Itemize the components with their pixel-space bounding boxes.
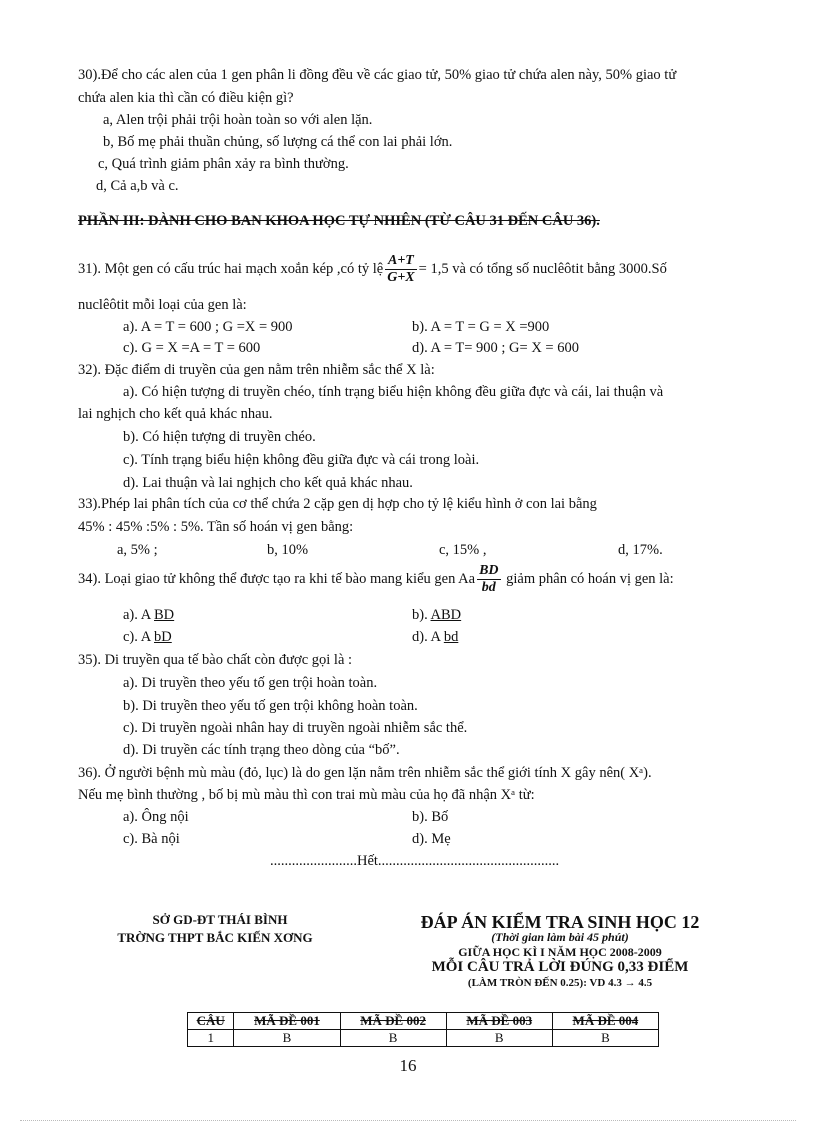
answer-key-score: MỖI CÂU TRẢ LỜI ĐÚNG 0,33 ĐIỂM xyxy=(431,959,689,975)
q31-option-c: c). G = X =A = T = 600 xyxy=(123,340,261,356)
q33-option-b: b, 10% xyxy=(267,542,309,558)
q31-stem-post: = 1,5 và có tổng số nuclêôtit bằng 3000.Số xyxy=(418,261,667,277)
part3-heading xyxy=(78,212,600,230)
q31-ratio-fraction xyxy=(385,253,416,286)
header-code-004: MÃ ĐỀ 004 xyxy=(552,1013,658,1030)
q33-stem-line1: 33).Phép lai phân tích của cơ thể chứa 2 cặp gen dị hợp cho tỷ lệ kiểu hình ở con lai bằng xyxy=(78,496,597,512)
header-code-002: MÃ ĐỀ 002 xyxy=(340,1013,446,1030)
header-code-001: MÃ ĐỀ 001 xyxy=(234,1013,340,1030)
q31-stem-line2: nuclêôtit mỗi loại của gen là: xyxy=(78,297,247,313)
row-answer-004: B xyxy=(552,1030,658,1047)
row-answer-002: B xyxy=(340,1030,446,1047)
answer-table-header xyxy=(188,1013,659,1030)
q36-option-a: a). Ông nội xyxy=(123,809,189,825)
q35-option-b: b). Di truyền theo yếu tố gen trội không hoàn toàn. xyxy=(123,698,418,714)
q34-option-b-prefix: b). xyxy=(412,607,431,623)
q34-option-d-prefix: d). A xyxy=(412,629,444,645)
q34-stem-pre: 34). Loại giao tử không thể được tạo ra khi tế bào mang kiểu gen Aa xyxy=(78,571,476,587)
q34-option-b xyxy=(412,606,461,624)
q36-stem-line1: 36). Ở người bệnh mù màu (đỏ, lục) là do gen lặn nằm trên nhiễm sắc thể giới tính X gây nên( Xᵃ). xyxy=(78,765,652,781)
row-question-number: 1 xyxy=(188,1030,234,1047)
q35-option-a: a). Di truyền theo yếu tố gen trội hoàn toàn. xyxy=(123,675,378,691)
q31-fraction-denominator: G+X xyxy=(387,270,415,286)
q33-option-c: c, 15% , xyxy=(439,542,487,558)
row-answer-003: B xyxy=(446,1030,552,1047)
part3-label: PHẦN III xyxy=(78,213,140,229)
q34-option-a-prefix: a). A xyxy=(123,607,155,623)
part3-rest: : DÀNH CHO BAN KHOA HỌC TỰ NHIÊN (TỪ CÂU 31 ĐẾN CÂU 36). xyxy=(139,213,600,229)
q30-stem-line1: 30).Để cho các alen của 1 gen phân li đồng đều về các giao tử, 50% giao tử chứa alen này, 50% giao tử xyxy=(78,67,677,83)
table-row xyxy=(188,1030,659,1047)
q34-fraction-numerator: BD xyxy=(479,563,499,579)
q30-option-c: c, Quá trình giảm phân xảy ra bình thường. xyxy=(98,156,349,172)
answer-table xyxy=(187,1012,659,1047)
q31-fraction-numerator: A+T xyxy=(385,253,416,270)
q32-option-a-line1: a). Có hiện tượng di truyền chéo, tính trạng biểu hiện không đều giữa đực và cái, lai thuận và xyxy=(123,384,664,400)
q32-option-c: c). Tính trạng biểu hiện không đều giữa đực và cái trong loài. xyxy=(123,452,480,468)
q35-stem: 35). Di truyền qua tế bào chất còn được gọi là : xyxy=(78,652,353,668)
q33-stem-line2: 45% : 45% :5% : 5%. Tần số hoán vị gen bằng: xyxy=(78,519,354,535)
q35-option-c: c). Di truyền ngoài nhân hay di truyền ngoài nhiễm sắc thể. xyxy=(123,720,468,736)
q31-option-a: a). A = T = 600 ; G =X = 900 xyxy=(123,319,293,335)
end-marker: ........................Hết.................................................. xyxy=(270,853,560,869)
q30-option-b: b, Bố mẹ phải thuần chủng, số lượng cá thể con lai phải lớn. xyxy=(103,134,453,150)
q34-option-c xyxy=(123,628,172,646)
q31-stem-pre: 31). Một gen có cấu trúc hai mạch xoắn kép ,có tỷ lệ xyxy=(78,261,384,277)
q31-option-b: b). A = T = G = X =900 xyxy=(412,319,550,335)
rounding-text: (LÀM TRÒN ĐẾN 0.25): VD 4.3 xyxy=(467,977,622,989)
q34-option-b-gamete: ABD xyxy=(430,607,462,623)
q33-option-d: d, 17%. xyxy=(618,542,663,558)
header-cau: CÂU xyxy=(188,1013,234,1030)
school-name: TRỜNG THPT BẮC KIẾN XƠNG xyxy=(117,930,313,945)
q32-option-d: d). Lai thuận và lai nghịch cho kết quả khác nhau. xyxy=(123,475,413,491)
right-arrow-icon: → xyxy=(624,977,636,989)
q34-stem xyxy=(78,559,674,599)
school-department: SỞ GD-ĐT THÁI BÌNH xyxy=(152,912,288,927)
q31-stem-line1 xyxy=(78,249,667,289)
q32-option-a-line2: lai nghịch cho kết quả khác nhau. xyxy=(78,406,273,422)
q34-option-c-gamete: bD xyxy=(154,629,172,645)
q34-option-c-prefix: c). A xyxy=(123,629,155,645)
answer-key-rounding xyxy=(390,977,730,989)
q32-stem: 32). Đặc điểm di truyền của gen nằm trên nhiễm sắc thể X là: xyxy=(78,362,435,378)
q30-stem-line2: chứa alen kia thì cần có điều kiện gì? xyxy=(78,90,294,106)
q34-option-a-gamete: BD xyxy=(154,607,175,623)
q34-option-d-gamete: bd xyxy=(443,629,459,645)
rounding-result: 4.5 xyxy=(638,977,653,989)
answer-key-title: ĐÁP ÁN KIỂM TRA SINH HỌC 12 xyxy=(420,912,700,932)
answer-key-time: (Thời gian làm bài 45 phút) xyxy=(491,930,629,944)
q36-stem-line2: Nếu mẹ bình thường , bố bị mù màu thì con trai mù màu của họ đã nhận Xᵃ từ: xyxy=(78,787,535,803)
q34-option-a xyxy=(123,606,174,624)
q33-option-a: a, 5% ; xyxy=(117,542,158,558)
q34-option-d xyxy=(412,628,458,646)
q36-option-b: b). Bố xyxy=(412,809,449,825)
page-bottom-divider xyxy=(20,1120,796,1121)
q32-option-b: b). Có hiện tượng di truyền chéo. xyxy=(123,429,316,445)
answer-key-term: GIỮA HỌC KÌ I NĂM HỌC 2008-2009 xyxy=(458,945,662,959)
q30-option-a: a, Alen trội phải trội hoàn toàn so với alen lặn. xyxy=(103,112,373,128)
header-code-003: MÃ ĐỀ 003 xyxy=(446,1013,552,1030)
q34-stem-post: giảm phân có hoán vị gen là: xyxy=(506,571,674,587)
row-answer-001: B xyxy=(234,1030,340,1047)
page-number: 16 xyxy=(399,1056,417,1075)
q34-genotype-fraction xyxy=(477,563,500,596)
q30-option-d: d, Cả a,b và c. xyxy=(96,178,179,194)
q36-option-d: d). Mẹ xyxy=(412,831,451,847)
q31-option-d: d). A = T= 900 ; G= X = 600 xyxy=(412,340,579,356)
q36-option-c: c). Bà nội xyxy=(123,831,180,847)
q34-fraction-denominator: bd xyxy=(481,580,496,596)
q35-option-d: d). Di truyền các tính trạng theo dòng của “bố”. xyxy=(123,742,400,758)
